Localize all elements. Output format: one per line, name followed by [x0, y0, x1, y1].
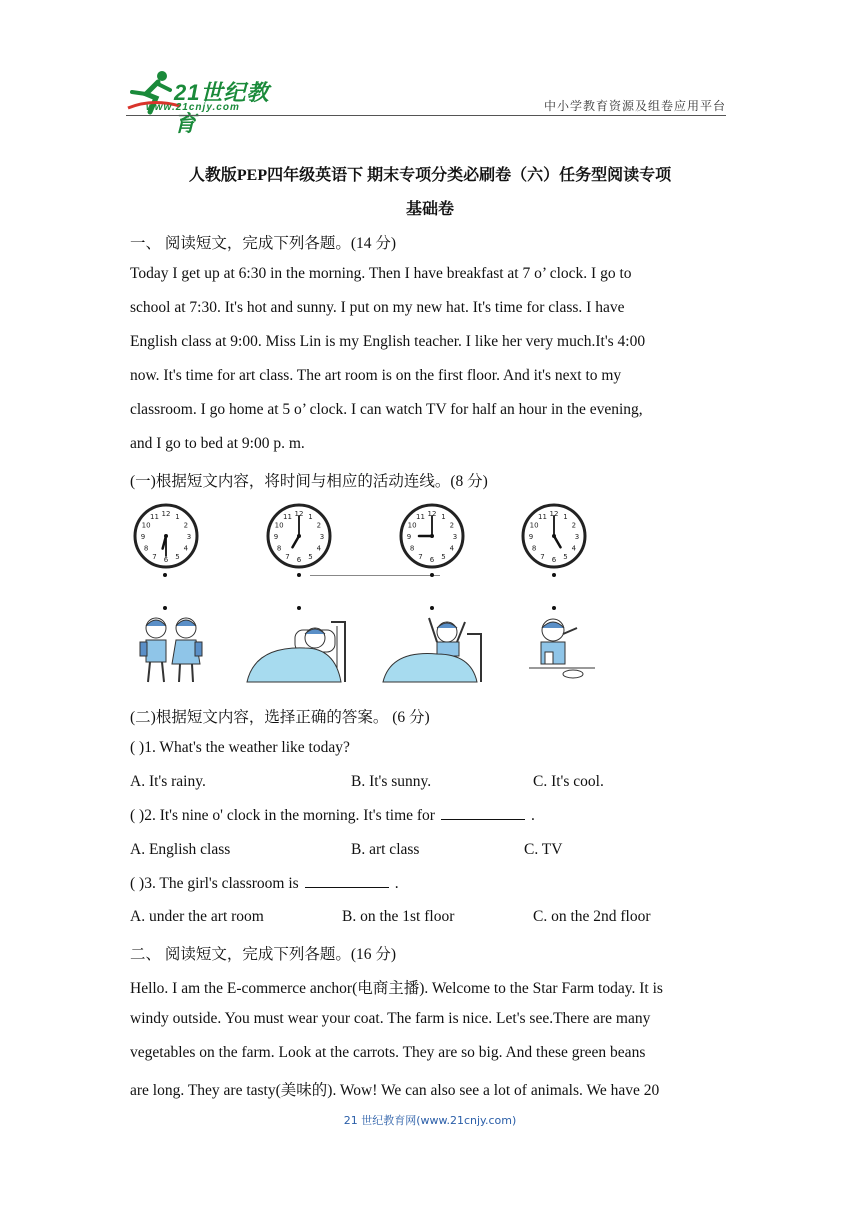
- svg-text:6: 6: [551, 556, 557, 564]
- svg-text:2: 2: [316, 521, 322, 530]
- question-3-end: .: [394, 875, 399, 892]
- section1-heading: 一、 阅读短文，完成下列各题。(14 分): [130, 235, 397, 252]
- match-dot: [552, 573, 556, 577]
- option-3a: A. under the art room: [130, 908, 264, 925]
- passage-line: now. It's time for art class. The art room is on the first floor. And it's next to my: [130, 367, 622, 384]
- svg-text:8: 8: [143, 544, 149, 553]
- match-dot: [163, 606, 167, 610]
- svg-text:4: 4: [449, 544, 455, 553]
- svg-text:1: 1: [563, 513, 568, 522]
- svg-text:3: 3: [452, 533, 458, 541]
- svg-text:6: 6: [163, 556, 169, 564]
- svg-text:2: 2: [183, 521, 189, 530]
- passage-line: windy outside. You must wear your coat. The farm is nice. Let's see.There are many: [130, 1010, 651, 1027]
- passage-line: Hello. I am the E-commerce anchor(电商主播). Welcome to the Star Farm today. It is: [130, 980, 663, 997]
- option-3c: C. on the 2nd floor: [533, 908, 651, 925]
- svg-text:11: 11: [283, 513, 292, 522]
- brushing-teeth-icon: [527, 612, 597, 684]
- page-title: 人教版PEP四年级英语下 期末专项分类必刷卷（六）任务型阅读专项: [188, 167, 672, 184]
- option-1a: A. It's rainy.: [130, 773, 206, 790]
- match-dot: [430, 606, 434, 610]
- logo: [122, 64, 292, 136]
- svg-text:8: 8: [531, 544, 537, 553]
- svg-text:7: 7: [152, 552, 157, 561]
- svg-text:1: 1: [441, 513, 446, 522]
- svg-text:7: 7: [540, 552, 545, 561]
- svg-text:4: 4: [183, 544, 189, 553]
- svg-text:10: 10: [529, 521, 539, 530]
- passage-line: vegetables on the farm. Look at the carrots. They are so big. And these green beans: [130, 1044, 646, 1061]
- question-3: [130, 875, 399, 893]
- clock-icon: [521, 503, 587, 569]
- answer-blank[interactable]: [305, 875, 389, 888]
- svg-text:8: 8: [276, 544, 282, 553]
- svg-text:11: 11: [416, 513, 425, 522]
- svg-text:7: 7: [285, 552, 290, 561]
- svg-text:12: 12: [427, 510, 437, 518]
- clock-icon: [399, 503, 465, 569]
- svg-text:12: 12: [549, 510, 559, 518]
- section2-heading: 二、 阅读短文，完成下列各题。(16 分): [130, 946, 397, 963]
- option-2a: A. English class: [130, 841, 231, 858]
- passage-line: are long. They are tasty(美味的). Wow! We can also see a lot of animals. We have 20: [130, 1082, 660, 1099]
- svg-text:3: 3: [186, 533, 192, 541]
- header-divider: [126, 115, 726, 116]
- svg-text:6: 6: [296, 556, 302, 564]
- logo-text: 21世纪教育: [174, 80, 270, 136]
- passage-line: school at 7:30. It's hot and sunny. I put on my new hat. It's time for class. I have: [130, 299, 625, 316]
- part2-heading: (二)根据短文内容，选择正确的答案。 (6 分): [130, 709, 430, 726]
- logo-url: www.21cnjy.com: [146, 102, 240, 113]
- svg-text:9: 9: [406, 533, 412, 541]
- option-1b: B. It's sunny.: [351, 773, 432, 790]
- svg-text:1: 1: [175, 513, 180, 522]
- page-subtitle: 基础卷: [405, 201, 454, 218]
- clock-icon: [266, 503, 332, 569]
- match-dot: [163, 573, 167, 577]
- svg-text:5: 5: [175, 552, 180, 561]
- svg-text:9: 9: [273, 533, 279, 541]
- svg-text:2: 2: [449, 521, 455, 530]
- option-2c: C. TV: [524, 841, 563, 858]
- divider-line: [310, 575, 440, 576]
- svg-text:6: 6: [429, 556, 435, 564]
- question-2-text: ( )2. It's nine o' clock in the morning. It's time for: [130, 807, 435, 824]
- svg-text:1: 1: [308, 513, 313, 522]
- svg-text:11: 11: [150, 513, 159, 522]
- sleeping-in-bed-icon: [245, 612, 350, 684]
- waking-up-icon: [381, 612, 486, 684]
- svg-text:12: 12: [294, 510, 304, 518]
- match-dot: [430, 573, 434, 577]
- question-2: [130, 807, 535, 825]
- svg-text:8: 8: [409, 544, 415, 553]
- answer-blank[interactable]: [441, 807, 525, 820]
- svg-text:5: 5: [441, 552, 446, 561]
- option-2b: B. art class: [351, 841, 420, 858]
- svg-text:3: 3: [574, 533, 580, 541]
- svg-text:10: 10: [141, 521, 151, 530]
- svg-text:10: 10: [407, 521, 417, 530]
- svg-text:5: 5: [308, 552, 313, 561]
- part1-heading: (一)根据短文内容，将时间与相应的活动连线。(8 分): [130, 473, 488, 490]
- svg-text:2: 2: [571, 521, 577, 530]
- match-dot: [297, 606, 301, 610]
- svg-text:4: 4: [571, 544, 577, 553]
- svg-text:9: 9: [140, 533, 146, 541]
- passage-line: Today I get up at 6:30 in the morning. Then I have breakfast at 7 o’ clock. I go to: [130, 265, 632, 282]
- platform-name: 中小学教育资源及组卷应用平台: [543, 99, 726, 113]
- passage-line: classroom. I go home at 5 o’ clock. I can watch TV for half an hour in the evening,: [130, 401, 643, 418]
- question-3-text: ( )3. The girl's classroom is: [130, 875, 299, 892]
- svg-text:5: 5: [563, 552, 568, 561]
- passage-line: English class at 9:00. Miss Lin is my English teacher. I like her very much.It's 4:00: [130, 333, 646, 350]
- match-dot: [297, 573, 301, 577]
- svg-text:12: 12: [161, 510, 171, 518]
- svg-text:9: 9: [528, 533, 534, 541]
- passage-line: and I go to bed at 9:00 p. m.: [130, 435, 305, 452]
- svg-text:10: 10: [274, 521, 284, 530]
- question-1: ( )1. What's the weather like today?: [130, 739, 350, 756]
- svg-text:7: 7: [418, 552, 423, 561]
- match-dot: [552, 606, 556, 610]
- kids-going-to-school-icon: [136, 612, 206, 686]
- svg-text:4: 4: [316, 544, 322, 553]
- question-2-end: .: [530, 807, 535, 824]
- page-footer: 21 世纪教育网(www.21cnjy.com): [343, 1114, 517, 1127]
- svg-text:3: 3: [319, 533, 325, 541]
- option-3b: B. on the 1st floor: [342, 908, 455, 925]
- option-1c: C. It's cool.: [533, 773, 604, 790]
- svg-text:11: 11: [538, 513, 547, 522]
- clock-icon: [133, 503, 199, 569]
